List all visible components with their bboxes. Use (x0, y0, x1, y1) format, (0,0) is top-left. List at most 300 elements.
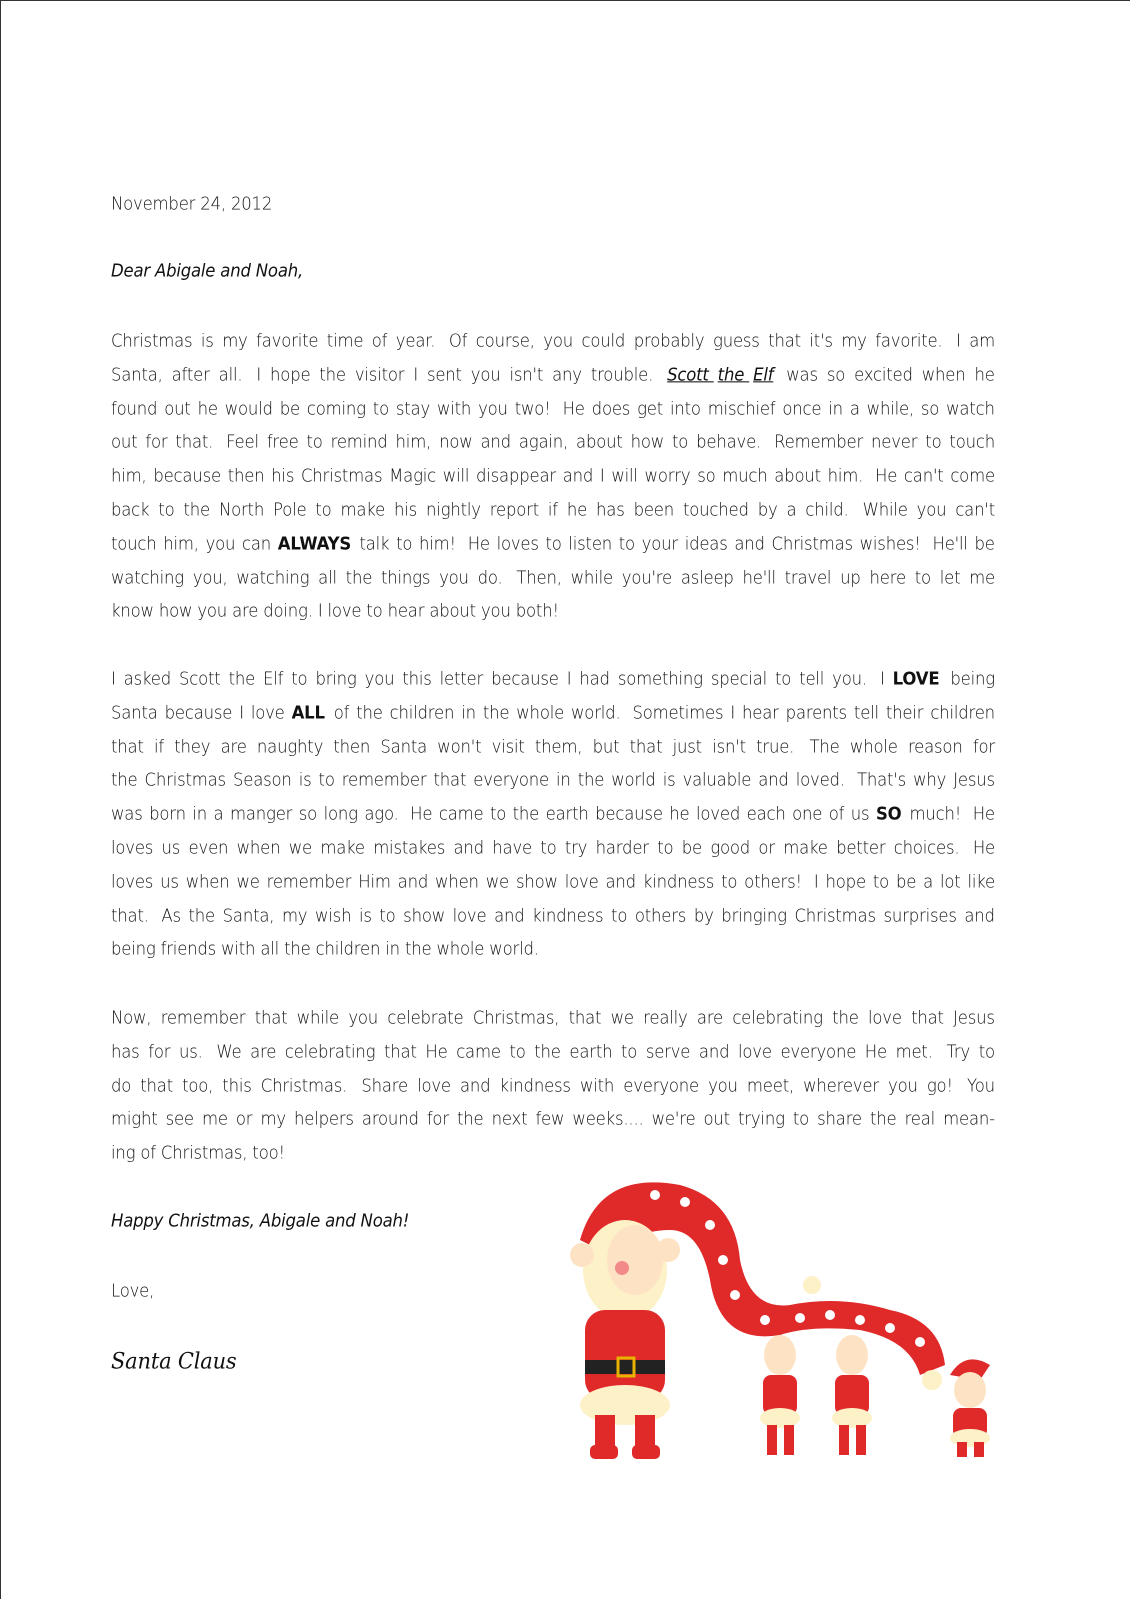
text-run: helpers (294, 1108, 359, 1129)
text-run: coming (306, 398, 371, 419)
text-run: have (492, 837, 538, 858)
text-run: if (547, 499, 563, 520)
text-run: you. (832, 668, 878, 689)
text-run: that (254, 1007, 293, 1028)
paragraph-1-line (111, 567, 995, 587)
text-run: things (380, 567, 436, 588)
text-run: I (599, 465, 610, 486)
text-run: wish (315, 905, 357, 926)
text-run: so (697, 465, 721, 486)
text-run: surprises (883, 905, 962, 926)
emphasized-text: Elf (753, 364, 774, 385)
text-run: celebrating (284, 1041, 381, 1062)
text-run: that (768, 330, 806, 351)
text-run: one (792, 803, 828, 824)
text-run: his (393, 499, 423, 520)
text-run: after (171, 364, 215, 385)
text-run: touched (682, 499, 754, 520)
text-run: Of (448, 330, 473, 351)
text-run: everyone (623, 1075, 705, 1096)
text-run: the (188, 905, 221, 926)
text-run: are (696, 1007, 729, 1028)
paragraph-3-line (111, 1008, 995, 1028)
text-run: is (358, 905, 377, 926)
text-run: the (832, 1007, 864, 1028)
text-run: the (228, 668, 261, 689)
text-run: to (509, 1041, 531, 1062)
text-run: like (967, 871, 995, 892)
text-run: came (438, 803, 489, 824)
text-run: while, (866, 398, 920, 419)
text-run: that (629, 736, 668, 757)
text-run: to (318, 769, 340, 790)
text-run: could (581, 330, 631, 351)
text-run: loves (496, 533, 544, 554)
text-run: won't (437, 736, 487, 757)
text-run: us. (178, 1041, 213, 1062)
text-run: you, (192, 567, 233, 588)
text-run: Magic (389, 465, 442, 486)
text-run: That's (856, 769, 912, 790)
paragraph-1-line (111, 331, 995, 351)
text-run: something (617, 668, 708, 689)
text-run: about (576, 431, 628, 452)
santa-elves-illustration (560, 1170, 1010, 1465)
text-run: sent (426, 364, 467, 385)
text-run: in (461, 702, 481, 723)
text-run: to (545, 533, 567, 554)
text-run: real (904, 1108, 941, 1129)
text-run: we (288, 837, 318, 858)
text-run: a (786, 499, 802, 520)
text-run: report (489, 499, 545, 520)
text-run: will (442, 465, 475, 486)
text-run: to (978, 1041, 995, 1062)
text-run: celebrate (387, 1007, 469, 1028)
text-run: Christmas. (260, 1075, 358, 1096)
text-run: for (145, 431, 173, 452)
text-run: had (579, 668, 615, 689)
text-run: isn't (712, 736, 751, 757)
text-run: isn't (509, 364, 549, 385)
text-run: in (192, 803, 213, 824)
text-run: good (710, 837, 756, 858)
text-run: because (491, 668, 564, 689)
text-run: everyone (780, 1041, 862, 1062)
paragraph-2-line (111, 905, 995, 925)
text-run: He (467, 533, 495, 554)
text-run: my (260, 1108, 291, 1129)
text-run: I (813, 871, 824, 892)
paragraph-1-line (111, 364, 995, 384)
text-run: watching (236, 567, 315, 588)
text-run: is (298, 769, 317, 790)
text-run: earth (569, 1041, 618, 1062)
text-run: my (841, 330, 872, 351)
text-run: worry (644, 465, 696, 486)
text-run: love (738, 1041, 777, 1062)
text-run (327, 702, 332, 722)
text-run: trying (738, 1108, 790, 1129)
text-run: we (610, 1007, 639, 1028)
text-run: can (242, 533, 277, 554)
text-run: him. (827, 465, 874, 486)
text-run: Scott (178, 668, 226, 689)
text-run: how (630, 431, 670, 452)
text-run: or (758, 837, 780, 858)
text-run: nightly (425, 499, 486, 520)
text-run: probably (633, 330, 710, 351)
text-run: favorite. (875, 330, 953, 351)
text-run: tell (853, 702, 884, 723)
text-run: this (222, 1075, 257, 1096)
text-run: can't (903, 465, 949, 486)
text-run: when (921, 364, 971, 385)
text-run: that. (111, 905, 159, 926)
text-run: children (389, 702, 460, 723)
text-run: He (562, 398, 590, 419)
text-run: us (850, 803, 875, 824)
text-run: mean- (943, 1108, 995, 1129)
text-run: to (158, 499, 180, 520)
text-run: that (111, 736, 149, 757)
text-run: us (160, 871, 184, 892)
text-run: for (148, 1041, 176, 1062)
paragraph-2-line (111, 871, 995, 891)
text-run: to (775, 668, 797, 689)
paragraph-1-line (111, 466, 995, 486)
text-run: their (885, 702, 929, 723)
text-run: my (222, 330, 253, 351)
text-run: and (459, 1075, 496, 1096)
text-run: because (164, 702, 238, 723)
text-run: will (611, 465, 643, 486)
text-run: ing of Christmas, too! (111, 1142, 285, 1163)
text-run: just (672, 736, 707, 757)
text-run: I (256, 364, 267, 385)
text-run: why (913, 769, 952, 790)
text-run: to (489, 803, 512, 824)
text-run: you (364, 668, 400, 689)
paragraph-2-line (111, 736, 995, 756)
text-run: the (111, 769, 143, 790)
text-run: He (425, 1041, 453, 1062)
text-run: everyone (473, 769, 555, 790)
text-run: up (840, 567, 866, 588)
text-run: loved. (795, 769, 855, 790)
text-run: they (174, 736, 216, 757)
text-run: so (920, 398, 945, 419)
text-run: out (703, 1108, 735, 1129)
text-run: by (757, 499, 783, 520)
text-run: while (570, 567, 618, 588)
text-run: lot (940, 871, 966, 892)
text-run: does (591, 398, 636, 419)
text-run: being friends with all the children in the whole world. (111, 938, 539, 959)
text-run: while (296, 1007, 345, 1028)
text-run: for (426, 1108, 454, 1129)
text-run: world (611, 769, 661, 790)
emphasized-text: SO (875, 803, 902, 824)
text-run: here (869, 567, 911, 588)
text-run: Him (358, 871, 396, 892)
text-run: when (185, 871, 235, 892)
text-run: the (577, 769, 610, 790)
text-run: a (923, 871, 939, 892)
text-run: he (669, 803, 695, 824)
text-run: naughty (256, 736, 329, 757)
text-run: never (871, 431, 923, 452)
text-run: to (672, 431, 694, 452)
paragraph-2-line (111, 669, 995, 689)
text-run: harder (595, 837, 654, 858)
text-run: Jesus (953, 769, 995, 790)
text-run: you (478, 398, 513, 419)
text-run: so (826, 364, 851, 385)
text-run: course, (475, 330, 540, 351)
text-run: He (972, 803, 995, 824)
text-run: love (867, 1007, 907, 1028)
elf-2 (832, 1335, 872, 1455)
text-run: parents (785, 702, 852, 723)
text-run: He'll (932, 533, 973, 554)
text-run: loves (111, 871, 159, 892)
text-run: the (869, 1108, 902, 1129)
text-run: talk (359, 533, 395, 554)
text-run: share (817, 1108, 867, 1129)
text-run: I (956, 330, 966, 351)
text-run: watching (111, 567, 189, 588)
text-run: He (972, 837, 995, 858)
text-run: being (950, 668, 995, 689)
text-run: it's (809, 330, 838, 351)
text-run: wherever (803, 1075, 884, 1096)
text-run (353, 533, 358, 553)
text-run: that (384, 1041, 422, 1062)
text-run: weeks.... (572, 1108, 649, 1129)
text-run: Christmas (111, 330, 198, 351)
text-run: and (397, 871, 434, 892)
text-run: show (403, 905, 451, 926)
text-run: to (618, 533, 640, 554)
text-run: year. (395, 330, 446, 351)
text-run: asleep (680, 567, 739, 588)
paragraph-3-line (111, 1041, 995, 1061)
text-run: come (950, 465, 995, 486)
text-run: hear (742, 702, 784, 723)
text-run: ideas (684, 533, 733, 554)
text-run: earth (545, 803, 594, 824)
text-run: serve (645, 1041, 696, 1062)
text-run: and (698, 1041, 735, 1062)
text-run: can't (955, 499, 995, 520)
text-run: has (111, 1041, 145, 1062)
text-run: am (969, 330, 995, 351)
text-run: the (319, 364, 351, 385)
text-run: of (371, 330, 393, 351)
text-run: and (605, 871, 641, 892)
paragraph-3-line (111, 1075, 995, 1095)
text-run: bringing (721, 905, 792, 926)
text-run: me (969, 567, 995, 588)
text-run: I (413, 364, 424, 385)
text-run: is (200, 330, 219, 351)
text-run: was (111, 803, 148, 824)
text-run: about (774, 465, 826, 486)
paragraph-1-line (111, 533, 995, 553)
text-run: I (111, 668, 121, 689)
paragraph-1-line (111, 500, 995, 520)
text-run (942, 669, 947, 689)
text-run: even (188, 837, 234, 858)
text-run: behave. (696, 431, 772, 452)
text-run: because (595, 803, 668, 824)
text-run: hope (270, 364, 316, 385)
text-run: children (930, 702, 995, 723)
text-run: the (457, 1108, 489, 1129)
elf-1 (760, 1335, 800, 1455)
text-run: Christmas (300, 465, 388, 486)
text-run: He (874, 465, 903, 486)
text-run: me (201, 1108, 233, 1129)
text-run: others (634, 905, 692, 926)
text-run: you (543, 330, 579, 351)
text-run: He (410, 803, 438, 824)
text-run: that (433, 769, 472, 790)
text-run: you (708, 1075, 743, 1096)
text-run: in (556, 769, 576, 790)
paragraph-1-line (111, 601, 559, 621)
text-run: disappear (475, 465, 561, 486)
paragraph-2-line (111, 838, 995, 858)
text-run: to (540, 837, 562, 858)
text-run: remember (160, 1007, 251, 1028)
text-run: a (213, 803, 229, 824)
text-run: to (372, 398, 395, 419)
text-run: you're (621, 567, 678, 588)
text-run: love (564, 871, 604, 892)
text-run: your (641, 533, 684, 554)
text-run: to (291, 668, 313, 689)
text-run: ago. (364, 803, 409, 824)
text-run: but (592, 736, 625, 757)
text-run: to (914, 567, 936, 588)
text-run: when (236, 837, 286, 858)
text-run: visit (491, 736, 530, 757)
text-run: Feel (226, 431, 264, 452)
text-run: all (318, 567, 342, 588)
text-run: do. (477, 567, 513, 588)
paragraph-1-line (111, 432, 995, 452)
text-run: loved (696, 803, 746, 824)
text-run: you (205, 533, 241, 554)
text-run: him, (111, 465, 152, 486)
text-run: better (836, 837, 891, 858)
text-run: with (579, 1075, 620, 1096)
text-run: him! (418, 533, 467, 554)
text-run: asked (123, 668, 177, 689)
text-run: that. (175, 431, 224, 452)
text-run: Then, (516, 567, 567, 588)
text-run: Share (361, 1075, 414, 1096)
text-run: get (637, 398, 669, 419)
text-run: Christmas (144, 769, 231, 790)
text-run: world. (571, 702, 631, 723)
text-run: my (281, 905, 313, 926)
text-run: The (809, 736, 845, 757)
text-run: few (535, 1108, 570, 1129)
text-run: reason (907, 736, 968, 757)
text-run: came (456, 1041, 506, 1062)
text-run: show (515, 871, 563, 892)
text-run: Santa, (222, 905, 280, 926)
text-run: he (974, 364, 995, 385)
text-run: listen (568, 533, 618, 554)
paragraph-2-line (111, 702, 995, 722)
text-run: choices. (893, 837, 970, 858)
text-run: back (111, 499, 155, 520)
text-run: stay (395, 398, 436, 419)
emphasized-text: LOVE (892, 668, 940, 689)
santa-figure (570, 1220, 680, 1459)
text-run: to (657, 837, 679, 858)
text-run: the (482, 702, 515, 723)
letter-greeting: Dear Abigale and Noah, (111, 260, 304, 281)
text-run: guess (713, 330, 765, 351)
text-run: born (149, 803, 191, 824)
text-run: we (485, 871, 515, 892)
text-run: Santa, (111, 364, 168, 385)
text-run: kindness (532, 905, 609, 926)
text-run: or (235, 1108, 258, 1129)
text-run: into (669, 398, 706, 419)
text-run: once (782, 398, 827, 419)
text-run: and (494, 905, 530, 926)
text-run: you (348, 1007, 384, 1028)
text-run: the (534, 1041, 566, 1062)
text-run: child. (805, 499, 859, 520)
text-run: then (333, 736, 376, 757)
text-run: I (566, 668, 577, 689)
text-run: Sometimes (632, 702, 729, 723)
text-run: been (633, 499, 680, 520)
emphasized-text: Scott (667, 364, 714, 385)
text-run: to (611, 905, 633, 926)
text-run: Try (946, 1041, 976, 1062)
text-run: if (153, 736, 170, 757)
text-run: love (417, 1075, 456, 1096)
letter-date: November 24, 2012 (111, 193, 273, 214)
text-run: much (722, 465, 773, 486)
text-run (777, 364, 782, 384)
text-run: the (183, 499, 216, 520)
paragraph-2-line (111, 939, 539, 959)
text-run: travel (784, 567, 837, 588)
text-run: that (911, 1007, 949, 1028)
text-run: to (621, 1041, 643, 1062)
text-run: and (562, 465, 599, 486)
text-run: whole (849, 736, 903, 757)
text-run: mischief (707, 398, 781, 419)
text-run: remember (266, 871, 357, 892)
text-run: He (864, 1041, 893, 1062)
text-run: Pole (273, 499, 312, 520)
text-run: is (662, 769, 681, 790)
text-run: touch (949, 431, 995, 452)
text-run: wishes! (859, 533, 931, 554)
paragraph-1-line (111, 398, 995, 418)
text-run: out (164, 398, 196, 419)
